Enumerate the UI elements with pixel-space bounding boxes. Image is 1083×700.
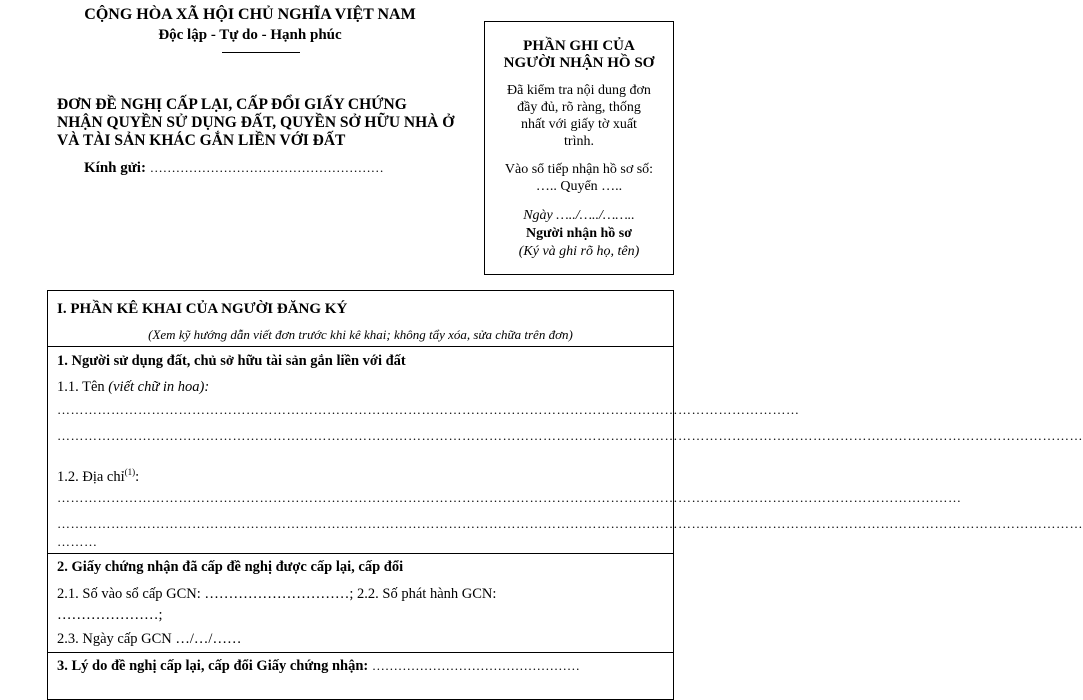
item-one-address-row: [57, 467, 139, 486]
form-title-line-1: ĐƠN ĐỀ NGHỊ CẤP LẠI, CẤP ĐỔI GIẤY CHỨNG: [57, 96, 407, 113]
form-title: [57, 96, 487, 150]
item-one-name-hint: (viết chữ in hoa):: [108, 379, 210, 395]
form-title-line-2: NHẬN QUYỀN SỬ DỤNG ĐẤT, QUYỀN SỞ HỮU NHÀ Ở: [57, 114, 455, 131]
item-two-line-2[interactable]: …………………;: [57, 607, 163, 623]
motto-underline: [222, 52, 300, 53]
item-three-input[interactable]: …………………………………………: [371, 658, 580, 673]
receiver-box-date: Ngày …../…../……..: [523, 208, 635, 223]
receiver-box-check-2: đầy đủ, rõ ràng, thống: [517, 100, 641, 115]
item-one-address-label: 1.2. Địa chỉ: [57, 468, 125, 485]
recipient-input[interactable]: ………………………………………………: [149, 160, 384, 175]
address-footnote-mark: (1): [124, 467, 136, 477]
item-one-name-row: [57, 379, 209, 396]
recipient-line: [84, 160, 384, 177]
receiver-box-register-2: ….. Quyển …..: [535, 179, 623, 194]
item-two-title: 2. Giấy chứng nhận đã cấp đề nghị được cấp lại, cấp đổi: [57, 559, 404, 575]
item-three-title: 3. Lý do đề nghị cấp lại, cấp đổi Giấy chứng nhận:: [57, 658, 372, 674]
nation-heading: CỘNG HÒA XÃ HỘI CHỦ NGHĨA VIỆT NAM: [84, 6, 416, 23]
table-divider: [48, 346, 673, 347]
motto-heading: Độc lập - Tự do - Hạnh phúc: [158, 27, 342, 43]
item-two-line-3[interactable]: 2.3. Ngày cấp GCN …/…/……: [57, 631, 242, 647]
item-three-row: [57, 658, 580, 675]
form-title-line-3: VÀ TÀI SẢN KHÁC GẮN LIỀN VỚI ĐẤT: [57, 132, 346, 149]
receiver-box: [484, 21, 674, 275]
receiver-box-sign-note: (Ký và ghi rõ họ, tên): [518, 244, 640, 259]
section-one-title: I. PHẦN KÊ KHAI CỦA NGƯỜI ĐĂNG KÝ: [57, 301, 348, 317]
address-field-line-2[interactable]: …………………………………………………………………………………………………………………………………………………………………………………………………………: [57, 516, 1083, 531]
receiver-box-register-1: Vào sổ tiếp nhận hồ sơ số:: [504, 162, 654, 177]
name-field-line-2[interactable]: …………………………………………………………………………………………………………………………………………………………………………………………………………: [57, 428, 1083, 443]
declaration-table: [47, 290, 1083, 700]
receiver-box-receiver-label: Người nhận hồ sơ: [526, 226, 632, 241]
receiver-box-check-4: trình.: [564, 134, 594, 149]
address-field-line-3[interactable]: ………: [57, 534, 98, 549]
receiver-box-check-3: nhất với giấy tờ xuất: [521, 117, 637, 132]
section-one-note: (Xem kỹ hướng dẫn viết đơn trước khi kê khai; không tẩy xóa, sửa chữa trên đơn): [148, 327, 573, 342]
item-two-line-1[interactable]: 2.1. Số vào sổ cấp GCN: …………………………; 2.2. Số phát hành GCN:: [57, 586, 497, 602]
table-divider: [48, 553, 673, 554]
name-field-line-1[interactable]: …………………………………………………………………………………………………………………………………………………: [57, 402, 800, 417]
receiver-box-title-1: PHẦN GHI CỦA: [523, 38, 635, 54]
receiver-box-title-2: NGƯỜI NHẬN HỒ SƠ: [503, 55, 655, 71]
recipient-label: Kính gửi:: [84, 160, 146, 176]
item-one-address-colon: :: [135, 468, 140, 485]
item-one-name-label: 1.1. Tên: [57, 379, 109, 395]
table-divider: [48, 652, 673, 653]
receiver-box-check-1: Đã kiểm tra nội dung đơn: [507, 83, 651, 98]
item-one-title: 1. Người sử dụng đất, chủ sở hữu tài sản gắn liền với đất: [57, 353, 406, 369]
address-field-line-1[interactable]: …………………………………………………………………………………………………………………………………………………………………………………: [57, 490, 962, 505]
